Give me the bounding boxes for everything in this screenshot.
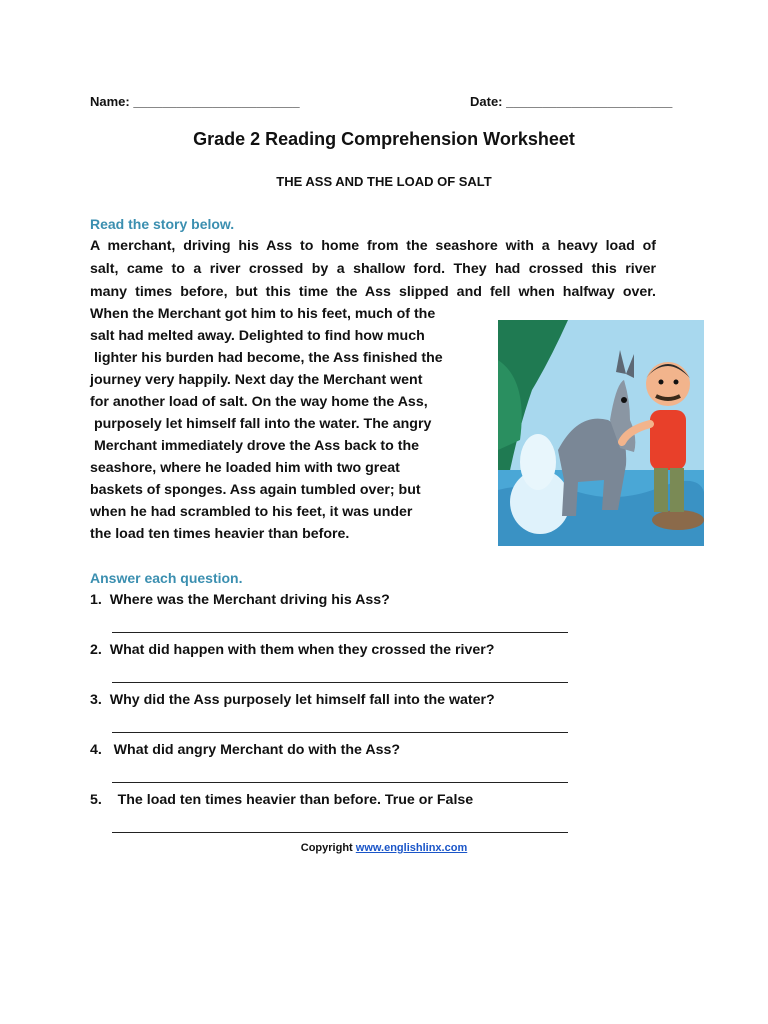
name-field: Name: _______________________ xyxy=(90,94,300,109)
story-title: THE ASS AND THE LOAD OF SALT xyxy=(276,174,492,189)
question-3: 3. Why did the Ass purposely let himself fall into the water? xyxy=(90,692,495,708)
donkey-and-merchant-illustration xyxy=(498,320,704,546)
copyright-label: Copyright xyxy=(300,842,353,854)
questions-instruction: Answer each question. xyxy=(90,570,243,586)
answer-line-1[interactable] xyxy=(112,632,568,633)
question-4: 4. What did angry Merchant do with the Ass? xyxy=(90,742,401,758)
question-2: 2. What did happen with them when they crossed the river? xyxy=(90,642,495,658)
story-line: lighter his burden had become, the Ass finished the xyxy=(90,350,443,366)
story-line: the load ten times heavier than before. xyxy=(90,526,350,542)
answer-line-4[interactable] xyxy=(112,782,568,783)
story-line: baskets of sponges. Ass again tumbled over; but xyxy=(90,482,421,498)
question-5: 5. The load ten times heavier than before. True or False xyxy=(90,792,474,808)
date-field: Date: _______________________ xyxy=(470,94,673,109)
story-line: purposely let himself fall into the water. The angry xyxy=(90,416,432,432)
story-line: for another load of salt. On the way home the Ass, xyxy=(90,394,428,410)
story-line: when he had scrambled to his feet, it was under xyxy=(90,504,413,520)
story-line: salt, came to a river crossed by a shallow ford. They had crossed this river xyxy=(90,261,656,277)
answer-line-2[interactable] xyxy=(112,682,568,683)
story-line: A merchant, driving his Ass to home from the seashore with a heavy load of xyxy=(90,238,656,254)
story-line: journey very happily. Next day the Merchant went xyxy=(90,372,423,388)
story-line: many times before, but this time the Ass slipped and fell when halfway over. xyxy=(90,284,656,300)
answer-line-5[interactable] xyxy=(112,832,568,833)
copyright-footer xyxy=(0,842,768,854)
worksheet-title: Grade 2 Reading Comprehension Worksheet xyxy=(193,129,575,149)
question-1: 1. Where was the Merchant driving his Ass? xyxy=(90,592,390,608)
answer-line-3[interactable] xyxy=(112,732,568,733)
story-instruction: Read the story below. xyxy=(90,216,235,232)
story-line: When the Merchant got him to his feet, much of the xyxy=(90,306,436,322)
story-line: salt had melted away. Delighted to find how much xyxy=(90,328,425,344)
story-line: seashore, where he loaded him with two great xyxy=(90,460,400,476)
story-line: Merchant immediately drove the Ass back to the xyxy=(90,438,420,454)
englishlinx-link[interactable]: www.englishlinx.com xyxy=(355,842,468,854)
